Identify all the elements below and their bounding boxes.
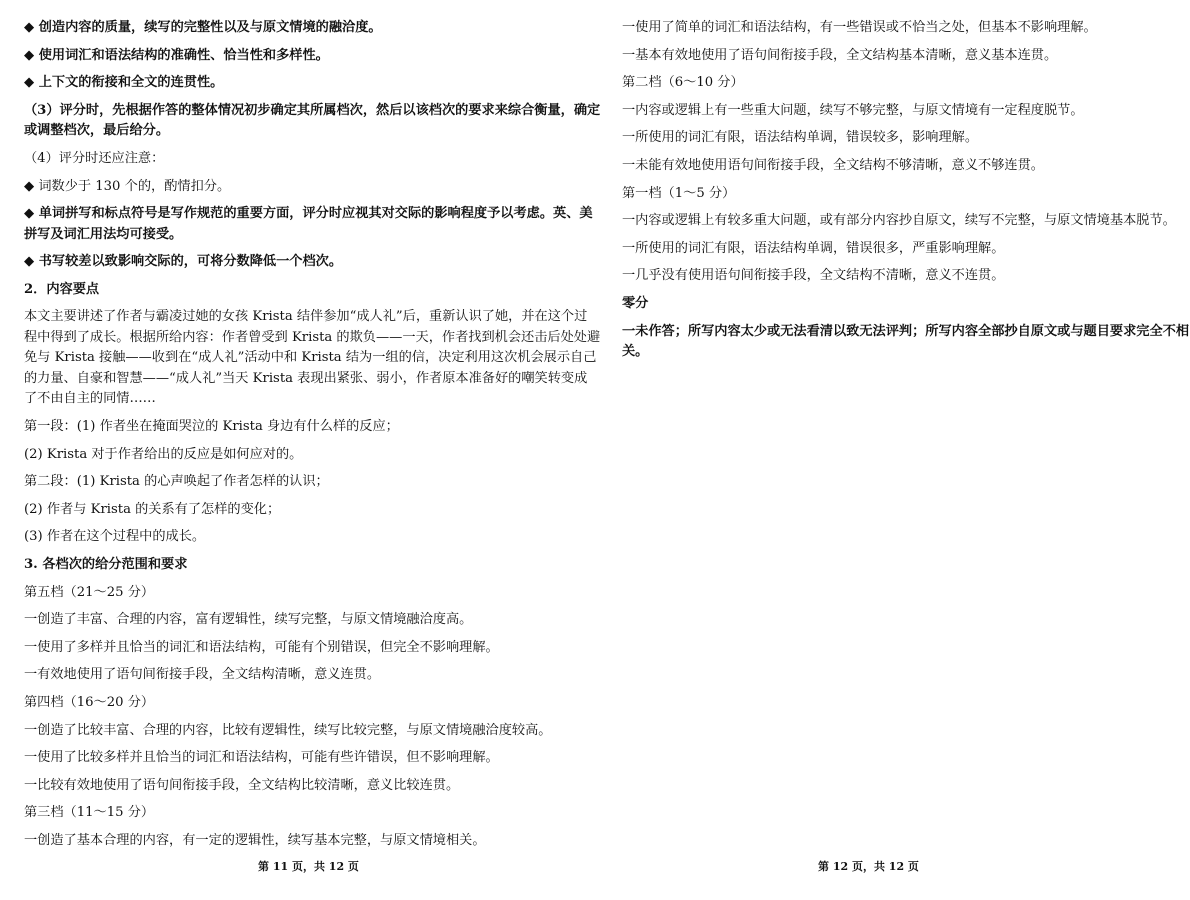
text-line: 一使用了比较多样并且恰当的词汇和语法结构，可能有些许错误，但不影响理解。	[24, 750, 499, 766]
text-line: 一所使用的词汇有限，语法结构单调，错误较多，影响理解。	[622, 130, 979, 146]
text-line: 第一档（1～5 分）	[622, 185, 736, 201]
text-line: 2．内容要点	[24, 281, 100, 297]
text-line: ◆ 使用词汇和语法结构的准确性、恰当性和多样性。	[24, 47, 329, 63]
text-line: 3. 各档次的给分范围和要求	[24, 557, 188, 572]
text-line: 一创造了基本合理的内容，有一定的逻辑性，续写基本完整，与原文情境相关。	[24, 833, 486, 848]
text-line: 一未作答；所写内容太少或无法看清以致无法评判；所写内容全部抄自原文或与题目要求完全不相	[622, 323, 1190, 339]
text-line: 一几乎没有使用语句间衔接手段，全文结构不清晰，意义不连贯。	[622, 268, 1005, 284]
text-line: 一内容或逻辑上有一些重大问题，续写不够完整，与原文情境有一定程度脱节。	[622, 102, 1084, 118]
text-line: （4）评分时还应注意：	[24, 150, 165, 166]
text-line: 或调整档次，最后给分。	[24, 123, 170, 139]
text-line: 一内容或逻辑上有较多重大问题，或有部分内容抄自原文，续写不完整，与原文情境基本脱节。	[622, 213, 1176, 229]
text-line: 第五档（21～25 分）	[24, 584, 155, 600]
page-number-footer: 第 12 页，共 12 页	[818, 860, 919, 873]
text-line: 第二段：(1) Krista 的心声唤起了作者怎样的认识；	[24, 474, 329, 490]
text-line: 一基本有效地使用了语句间衔接手段，全文结构基本清晰，意义基本连贯。	[622, 47, 1058, 63]
text-line: 关。	[622, 344, 649, 360]
text-line: 第一段：(1) 作者坐在掩面哭泣的 Krista 身边有什么样的反应；	[24, 419, 399, 434]
text-line: 了不由自主的同情……	[24, 391, 156, 407]
text-line: 第二档（6～10 分）	[622, 75, 744, 91]
text-line: 一有效地使用了语句间衔接手段，全文结构清晰，意义连贯。	[24, 667, 381, 683]
text-line: 零分	[622, 296, 649, 311]
text-line: (2) 作者与 Krista 的关系有了怎样的变化；	[24, 501, 281, 517]
text-line: ◆ 上下文的衔接和全文的连贯性。	[24, 75, 224, 91]
text-line: 一使用了简单的词汇和语法结构，有一些错误或不恰当之处，但基本不影响理解。	[622, 20, 1097, 35]
text-line: 一所使用的词汇有限，语法结构单调，错误很多，严重影响理解。	[622, 240, 1005, 256]
text-line: (2) Krista 对于作者给出的反应是如何应对的。	[24, 446, 303, 462]
text-line: 一创造了比较丰富、合理的内容，比较有逻辑性，续写比较完整，与原文情境融洽度较高。	[24, 722, 552, 738]
text-line: 程中得到了成长。根据所给内容：作者曾受到 Krista 的欺负——一天，作者找到机会还击后处处避	[24, 329, 601, 345]
text-line: (3) 作者在这个过程中的成长。	[24, 529, 206, 545]
text-line: 免与 Krista 接触——收到在“成人礼”活动中和 Krista 结为一组的信，决定利用这次机会展示自己	[24, 350, 597, 366]
text-line: 一使用了多样并且恰当的词汇和语法结构，可能有个别错误，但完全不影响理解。	[24, 639, 499, 655]
page-number-footer: 第 11 页，共 12 页	[258, 860, 359, 873]
left-page	[24, 0, 601, 900]
text-line: 第四档（16～20 分）	[24, 695, 155, 710]
text-line: 第三档（11～15 分）	[24, 805, 155, 821]
text-line: 一创造了丰富、合理的内容，富有逻辑性，续写完整，与原文情境融洽度高。	[24, 612, 473, 628]
text-line: 本文主要讲述了作者与霸凌过她的女孩 Krista 结伴参加“成人礼”后，重新认识了她，并在这个过	[24, 309, 588, 325]
text-line: 一比较有效地使用了语句间衔接手段，全文结构比较清晰，意义比较连贯。	[24, 777, 460, 793]
text-line: ◆ 书写较差以致影响交际的，可将分数降低一个档次。	[24, 254, 343, 270]
text-line: （3）评分时，先根据作答的整体情况初步确定其所属档次，然后以该档次的要求来综合衡量，确定	[24, 102, 601, 118]
text-line: ◆ 创造内容的质量，续写的完整性以及与原文情境的融洽度。	[24, 20, 382, 35]
text-line: 拼写及词汇用法均可接受。	[24, 226, 183, 242]
text-line: 一未能有效地使用语句间衔接手段，全文结构不够清晰，意义不够连贯。	[622, 158, 1044, 173]
right-page	[622, 0, 1190, 900]
text-line: 的力量、自豪和智慧——“成人礼”当天 Krista 表现出紧张、弱小，作者原本准备好的嘲笑转变成	[24, 370, 588, 386]
text-line: ◆ 单词拼写和标点符号是写作规范的重要方面，评分时应视其对交际的影响程度予以考虑。英、美	[24, 206, 593, 222]
text-line: ◆ 词数少于 130 个的，酌情扣分。	[24, 178, 231, 194]
